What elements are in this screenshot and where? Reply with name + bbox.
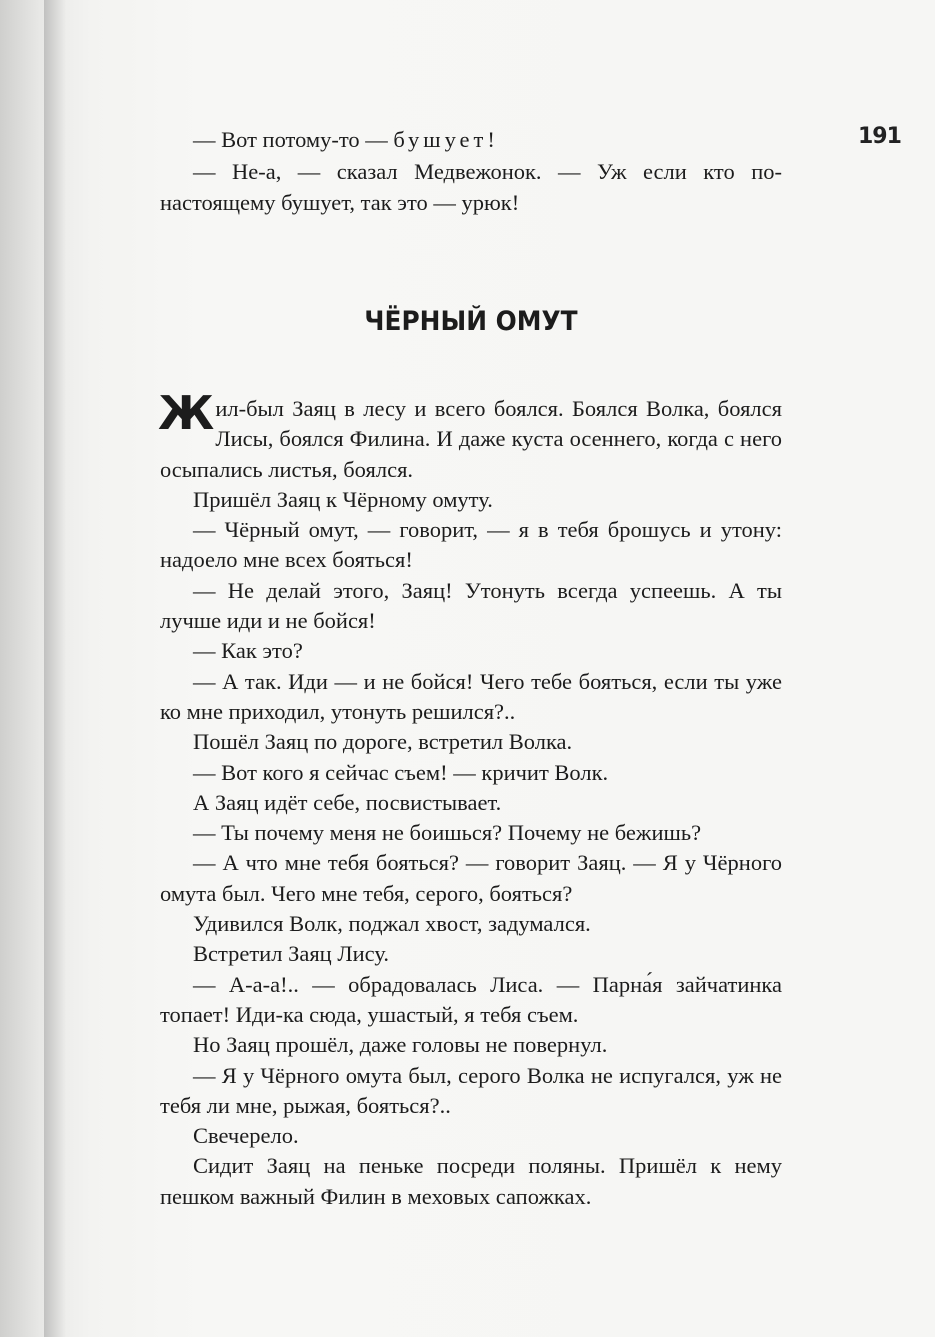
story-paragraph: Пошёл Заяц по дороге, встретил Волка.	[193, 729, 573, 755]
page-number: 191	[858, 124, 901, 149]
top-dialogue	[160, 124, 782, 219]
story-paragraph: Но Заяц прошёл, даже головы не повернул.	[193, 1032, 608, 1058]
chapter-title: ЧЁРНЫЙ ОМУТ	[364, 306, 578, 337]
story-paragraph: — Я у Чёрного омута был, серого Волка не испугался, уж не тебя ли мне, рыжая, бояться?..	[160, 1062, 782, 1118]
story-paragraph: Пришёл Заяц к Чёрному омуту.	[193, 486, 493, 512]
story-paragraph: — Чёрный омут, — говорит, — я в тебя брошусь и утону: надоело мне всех бояться!	[160, 517, 782, 573]
binding-shadow	[44, 0, 66, 1337]
drop-cap: Ж	[158, 386, 215, 440]
emphasized-word: бушует	[393, 127, 488, 152]
story-paragraph: — Ты почему меня не боишься? Почему не бежишь?	[193, 820, 702, 846]
story-paragraph: Свечерело.	[193, 1123, 299, 1149]
story-paragraph: Встретил Заяц Лису.	[193, 941, 389, 967]
dialogue-line: — Не-а, — сказал Медвежонок. — Уж если кто понастоящему бушует, так это — урюк!	[160, 158, 782, 215]
story-paragraph: — А так. Иди — и не бойся! Чего тебе бояться, если ты уже ко мне приходил, утонуть решился?..	[160, 668, 782, 724]
story-paragraph: Сидит Заяц на пеньке посреди поляны. Пришёл к нему пешком важный Филин в меховых сапожках.	[160, 1153, 782, 1209]
story-paragraph: — Вот кого я сейчас съем! — кричит Волк.	[193, 759, 609, 785]
story-paragraph: Удивился Волк, поджал хвост, задумался.	[193, 911, 591, 937]
story-paragraph: — Не делай этого, Заяц! Утонуть всегда успеешь. А ты лучше иди и не бойся!	[160, 577, 782, 634]
story-paragraph: Жил-был Заяц в лесу и всего боялся. Боялся Волка, боялся Лисы, боялся Филина. И даже куста осеннего, когда с него осыпались листья, боялся.	[158, 386, 782, 482]
story-text	[158, 386, 782, 1212]
story-paragraph: — А что мне тебя бояться? — говорит Заяц. — Я у Чёрного омута был. Чего мне тебя, серого, бояться?	[160, 850, 782, 906]
story-paragraph: — А-а-а!.. — обрадовалась Лиса. — Парна́я зайчатинка топает! Иди-ка сюда, ушастый, я тебя съем.	[160, 971, 782, 1027]
story-paragraph: А Заяц идёт себе, посвистывает.	[193, 789, 502, 815]
story-paragraph: — Как это?	[193, 638, 303, 664]
dialogue-line: — Вот потому-то — бушует!	[193, 127, 495, 152]
